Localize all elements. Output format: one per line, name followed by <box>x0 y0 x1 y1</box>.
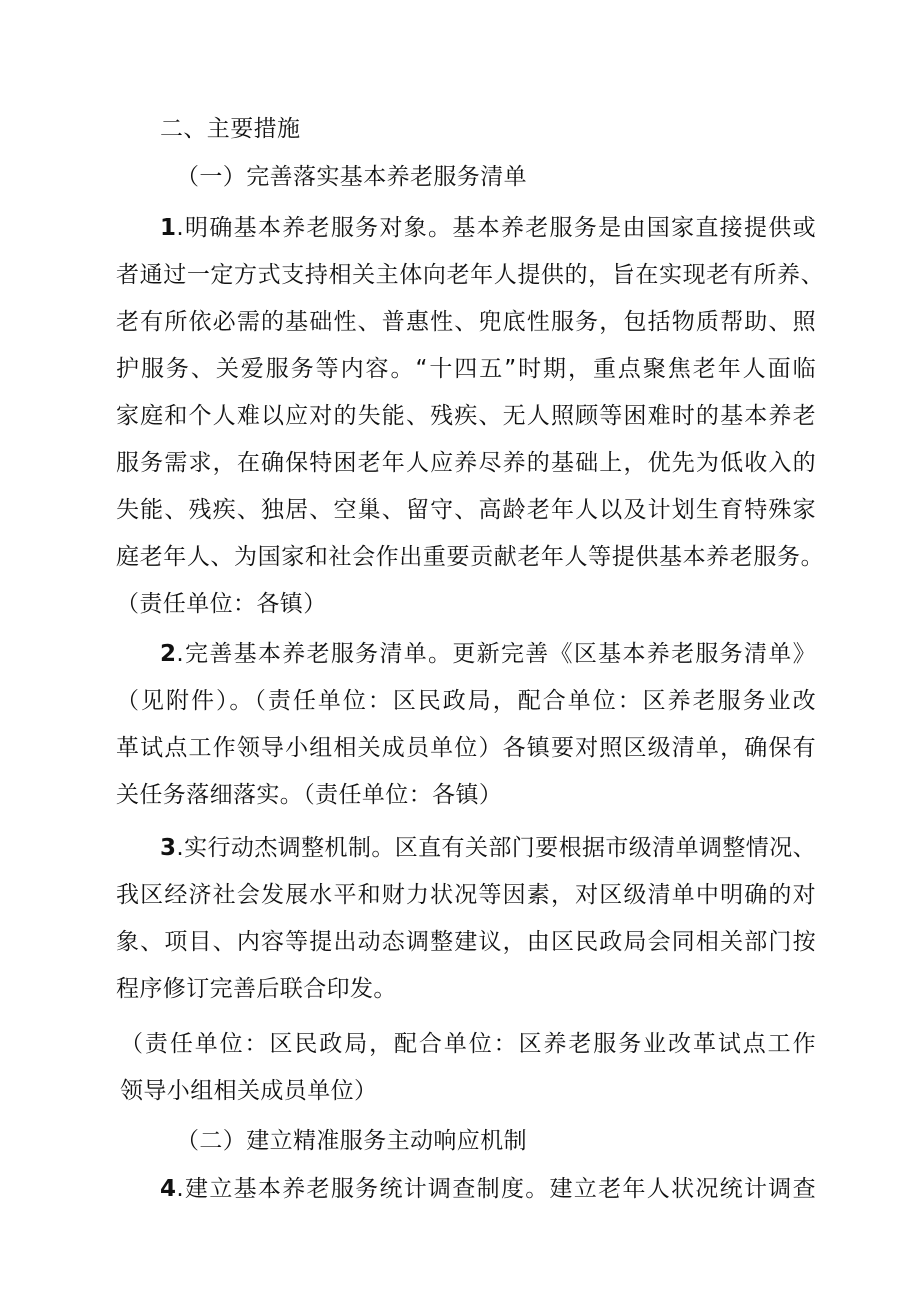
paragraph-1-line-3: 老有所依必需的基础性、普惠性、兜底性服务，包括物质帮助、照 <box>116 309 816 335</box>
paragraph-1-line-8: 庭老年人、为国家和社会作出重要贡献老年人等提供基本养老服务。 <box>116 544 824 570</box>
paragraph-3-line-4: 程序修订完善后联合印发。 <box>116 976 397 1002</box>
paragraph-2-line-1: 2.完善基本养老服务清单。更新完善《区基本养老服务清单》 <box>160 641 816 667</box>
paragraph-1-line-5: 家庭和个人难以应对的失能、残疾、无人照顾等困难时的基本养老 <box>116 403 816 429</box>
paragraph-3b-line-1: （责任单位：区民政局，配合单位：区养老服务业改革试点工作 <box>120 1031 816 1057</box>
subsection-heading-1: （一）完善落实基本养老服务清单 <box>176 164 527 190</box>
subsection-heading-2: （二）建立精准服务主动响应机制 <box>176 1128 527 1154</box>
paragraph-3b-line-2: 领导小组相关成员单位） <box>120 1078 378 1104</box>
paragraph-1-line-4: 护服务、关爱服务等内容。“十四五”时期，重点聚焦老年人面临 <box>116 356 816 382</box>
paragraph-3-line-1: 3.实行动杰调整机制。区直有关部门要根据市级清单调整情况、 <box>160 835 816 861</box>
paragraph-3-line-3: 象、项目、内容等提出动态调整建议，由区民政局会同相关部门按 <box>116 929 816 955</box>
paragraph-2-line-4: 关任务落细落实。（责任单位：各镇） <box>116 782 503 808</box>
paragraph-4-line-1: 4.建立基本养老服务统计调查制度。建立老年人状况统计调查 <box>160 1176 816 1202</box>
paragraph-1-line-1: 1.明确基本养老服务对象。基本养老服务是由国家直接提供或 <box>160 215 816 241</box>
item-number: 4 <box>160 1176 177 1202</box>
paragraph-1-line-7: 失能、残疾、独居、空巢、留守、高龄老年人以及计划生育特殊家 <box>116 497 816 523</box>
section-heading: 二、主要措施 <box>160 116 301 142</box>
paragraph-1-line-2: 者通过一定方式支持相关主体向老年人提供的，旨在实现老有所养、 <box>116 262 824 288</box>
paragraph-2-line-3: 革试点工作领导小组相关成员单位）各镇要对照区级清单，确保有 <box>116 735 816 761</box>
paragraph-2-line-2: （见附件）。（责任单位：区民政局，配合单位：区养老服务业改 <box>116 688 816 714</box>
paragraph-1-line-6: 服务需求，在确保特困老年人应养尽养的基础上，优先为低收入的 <box>116 450 816 476</box>
paragraph-1-line-9: （责任单位：各镇） <box>116 591 327 617</box>
item-number: 1 <box>160 215 177 241</box>
item-number: 3 <box>160 835 177 861</box>
item-number: 2 <box>160 641 177 667</box>
paragraph-3-line-2: 我区经济社会发展水平和财力状况等因素，对区级清单中明确的对 <box>116 882 816 908</box>
